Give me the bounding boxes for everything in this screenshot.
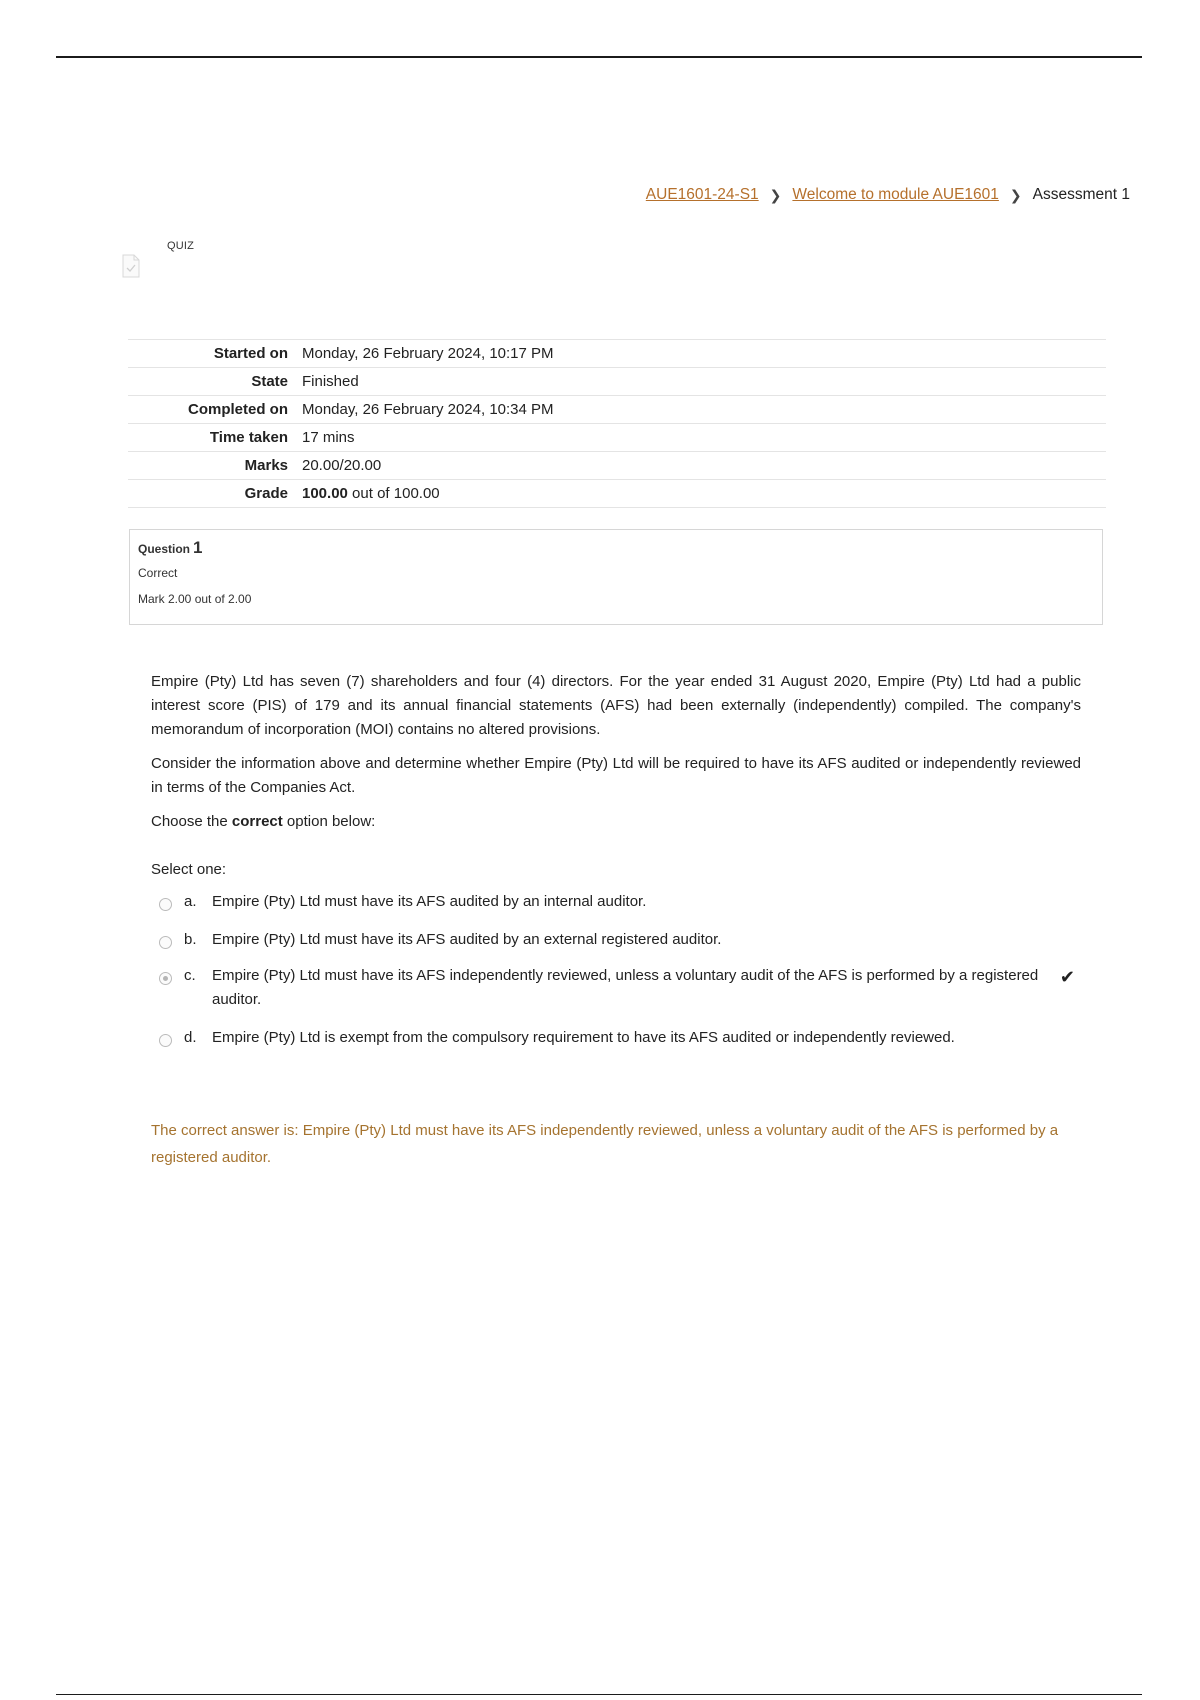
radio-button[interactable] <box>159 936 172 949</box>
attempt-summary-table <box>128 339 1106 508</box>
instruction-text: Choose the <box>151 813 232 830</box>
summary-label: Started on <box>213 345 288 362</box>
summary-label: Marks <box>244 457 288 474</box>
answer-option-a[interactable] <box>159 890 1079 914</box>
answer-options <box>159 890 1079 1050</box>
summary-row <box>128 396 1106 424</box>
answer-option-c[interactable] <box>159 964 1079 1012</box>
summary-value: Monday, 26 February 2024, 10:34 PM <box>302 401 554 418</box>
grade-value: 100.00 <box>302 485 348 502</box>
breadcrumb-course-link[interactable]: AUE1601-24-S1 <box>645 186 759 203</box>
top-divider <box>56 56 1142 58</box>
question-label: Question <box>138 542 191 556</box>
grade-out-of: out of 100.00 <box>347 485 440 502</box>
checkmark-icon: ✔ <box>1059 967 1075 987</box>
question-info-box <box>129 529 1103 625</box>
instruction-text: option below: <box>282 813 376 830</box>
question-text <box>151 670 1081 844</box>
summary-value: 20.00/20.00 <box>302 457 382 474</box>
question-paragraph: Consider the information above and determine whether Empire (Pty) Ltd will be required to have its AFS audited or independently reviewed in terms of the Companies Act. <box>151 755 1081 796</box>
summary-value: Finished <box>302 373 359 390</box>
option-letter: d. <box>184 1029 197 1046</box>
summary-label: Completed on <box>188 401 288 418</box>
activity-type-label: QUIZ <box>167 240 195 252</box>
quiz-document-icon <box>121 254 141 278</box>
radio-button-selected[interactable] <box>159 972 172 985</box>
answer-option-b[interactable] <box>159 928 1079 952</box>
question-paragraph: Empire (Pty) Ltd has seven (7) shareholders and four (4) directors. For the year ended 31 August 2020, Empire (Pty) Ltd had a public interest score (PIS) of 179 and its annual financial statements (AFS) had been externally (independently) compiled. The company's memorandum of incorporation (MOI) contains no altered provisions. <box>151 673 1081 738</box>
breadcrumb-module-link[interactable]: Welcome to module AUE1601 <box>792 186 999 203</box>
bottom-divider <box>56 1694 1142 1695</box>
radio-button[interactable] <box>159 898 172 911</box>
summary-value: 17 mins <box>302 429 355 446</box>
question-number-value: 1 <box>193 538 203 557</box>
summary-row <box>128 480 1106 508</box>
answer-option-d[interactable] <box>159 1026 1079 1050</box>
select-one-prompt: Select one: <box>151 861 227 878</box>
option-letter: b. <box>184 931 197 948</box>
summary-row <box>128 452 1106 480</box>
correct-answer-feedback: The correct answer is: Empire (Pty) Ltd must have its AFS independently reviewed, unless a voluntary audit of the AFS is performed by a registered auditor. <box>151 1122 1059 1166</box>
option-text: Empire (Pty) Ltd is exempt from the compulsory requirement to have its AFS audited or independently reviewed. <box>212 1029 955 1046</box>
summary-row <box>128 340 1106 368</box>
summary-value <box>302 480 1106 508</box>
question-number <box>138 538 1094 558</box>
question-state: Correct <box>138 566 178 580</box>
summary-row <box>128 368 1106 396</box>
option-letter: c. <box>184 967 196 984</box>
question-grade: Mark 2.00 out of 2.00 <box>138 592 252 606</box>
chevron-right-icon: ❯ <box>769 186 782 203</box>
summary-row <box>128 424 1106 452</box>
summary-label: Grade <box>244 485 288 502</box>
summary-value: Monday, 26 February 2024, 10:17 PM <box>302 345 554 362</box>
radio-button[interactable] <box>159 1034 172 1047</box>
instruction-emphasis: correct <box>231 813 283 830</box>
summary-label: Time taken <box>209 429 288 446</box>
option-text: Empire (Pty) Ltd must have its AFS independently reviewed, unless a voluntary audit of the AFS is performed by a registered auditor. <box>212 967 1039 1008</box>
option-letter: a. <box>184 893 197 910</box>
option-text: Empire (Pty) Ltd must have its AFS audited by an external registered auditor. <box>212 931 722 948</box>
breadcrumb <box>646 186 1130 204</box>
summary-label: State <box>251 373 288 390</box>
chevron-right-icon: ❯ <box>1009 186 1022 203</box>
option-text: Empire (Pty) Ltd must have its AFS audited by an internal auditor. <box>212 893 647 910</box>
question-instruction <box>151 810 1081 834</box>
breadcrumb-current: Assessment 1 <box>1032 186 1130 203</box>
